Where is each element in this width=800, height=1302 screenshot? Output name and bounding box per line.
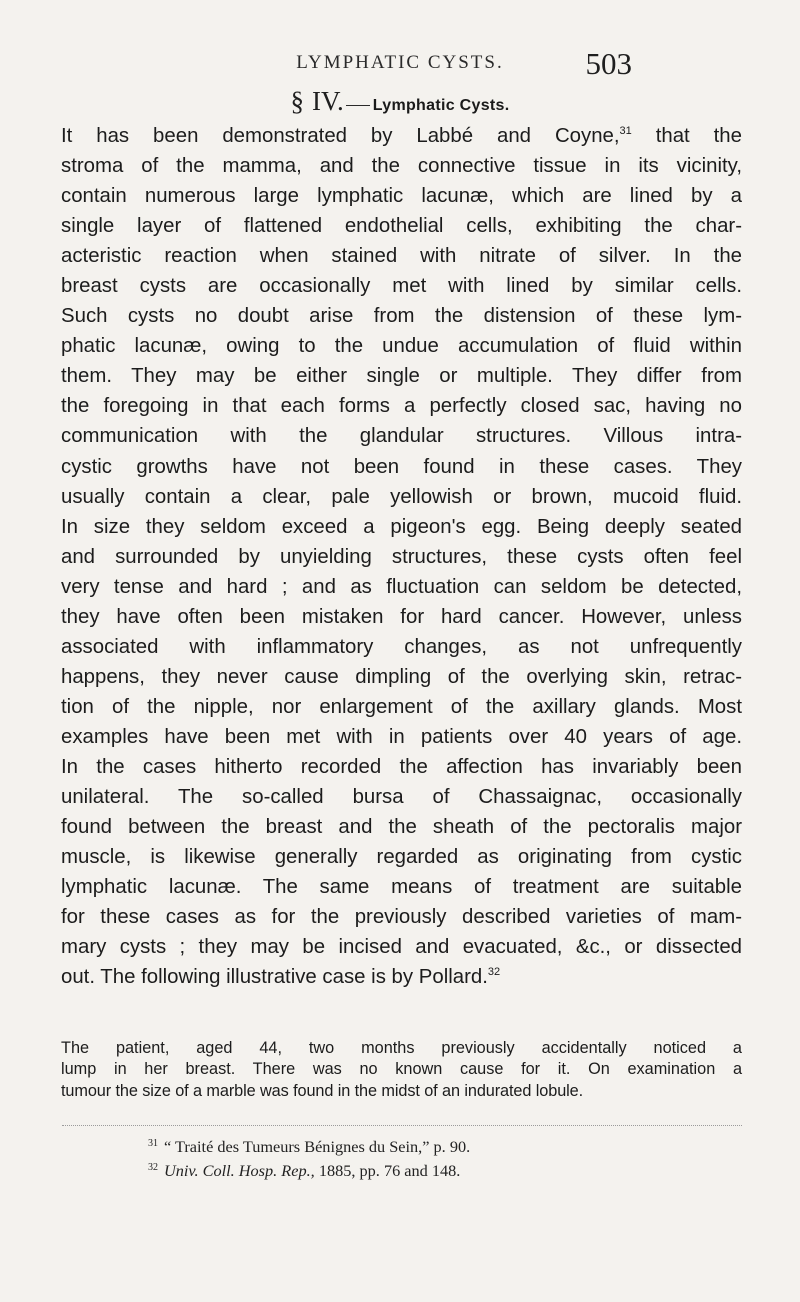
footnote-ref-32: 32 [487,966,501,979]
text-line: stroma of the mamma, and the connective tissue in its vicinity, [61,155,742,178]
text-line: It has been demonstrated by Labbé and Coyne,$^{31}$ that the [61,125,742,147]
body-paragraph [61,121,742,992]
footnote-text: “ Traité des Tumeurs Bénignes du Sein,” p. 90. [164,1137,471,1156]
running-title: LYMPHATIC CYSTS. [296,52,504,73]
footnote-text: 1885, pp. 76 and 148. [314,1161,461,1180]
text-line: usually contain a clear, pale yellowish or brown, mucoid fluid. [61,485,742,508]
text-line: acteristic reaction when stained with nitrate of silver. In the [61,245,742,268]
footnotes [148,1133,708,1181]
text-line: and surrounded by unyielding structures, these cysts often feel [61,545,742,568]
text-line: In the cases hitherto recorded the affection has invariably been [61,755,742,778]
case-line: lump in her breast. There was no known cause for it. On examination a [61,1060,742,1079]
text-line: muscle, is likewise generally regarded as originating from cystic [61,846,742,869]
text-line: the foregoing in that each forms a perfectly closed sac, having no [61,395,742,418]
text-line: phatic lacunæ, owing to the undue accumulation of fluid within [61,335,742,358]
text-line: In size they seldom exceed a pigeon's egg. Being deeply seated [61,515,742,538]
footnote-divider [62,1125,742,1126]
case-report [61,1038,742,1102]
case-line: The patient, aged 44, two months previously accidentally noticed a [61,1039,742,1057]
text-line: found between the breast and the sheath of the pectoralis major [61,816,742,839]
text-line: unilateral. The so-called bursa of Chassaignac, occasionally [61,786,742,809]
text-line: single layer of flattened endothelial cells, exhibiting the char- [61,215,742,238]
section-heading [0,86,800,117]
footnote-32 [148,1157,708,1181]
text-line: happens, they never cause dimpling of the overlying skin, retrac- [61,665,742,688]
footnote-citation: Univ. Coll. Hosp. Rep., [164,1161,315,1180]
text-line: breast cysts are occasionally met with lined by similar cells. [61,275,742,298]
section-title: Lymphatic Cysts. [372,97,510,114]
text-line: tion of the nipple, nor enlargement of the axillary glands. Most [61,695,742,718]
section-dash [346,105,370,106]
text-line: Such cysts no doubt arise from the distension of these lym- [61,305,742,328]
text-line: lymphatic lacunæ. The same means of treatment are suitable [61,876,742,899]
footnote-ref-31: 31 [619,125,632,137]
case-line: tumour the size of a marble was found in the midst of an indurated lobule. [61,1081,584,1100]
text-line: cystic growths have not been found in these cases. They [61,455,742,478]
footnote-31 [148,1133,708,1157]
text-line: them. They may be either single or multiple. They differ from [61,365,742,388]
section-numeral: IV. [312,86,344,116]
text-line: associated with inflammatory changes, as not unfrequently [61,635,742,658]
text-line: for these cases as for the previously described varieties of mam- [61,906,742,929]
footnote-number: 32 [148,1162,158,1173]
text-line: examples have been met with in patients over 40 years of age. [61,725,742,748]
running-head [0,46,800,86]
text-line: they have often been mistaken for hard cancer. However, unless [61,605,742,628]
text-line: communication with the glandular structures. Villous intra- [61,425,742,448]
section-mark: § [290,86,305,116]
text-line: contain numerous large lymphatic lacunæ, which are lined by a [61,185,742,208]
text-line: very tense and hard ; and as fluctuation can seldom be detected, [61,575,742,598]
footnote-number: 31 [148,1138,158,1149]
page-number: 503 [585,46,632,81]
text-line: out. The following illustrative case is by Pollard.$^{32}$ [61,966,501,989]
text-line: mary cysts ; they may be incised and evacuated, &c., or dissected [61,936,742,959]
